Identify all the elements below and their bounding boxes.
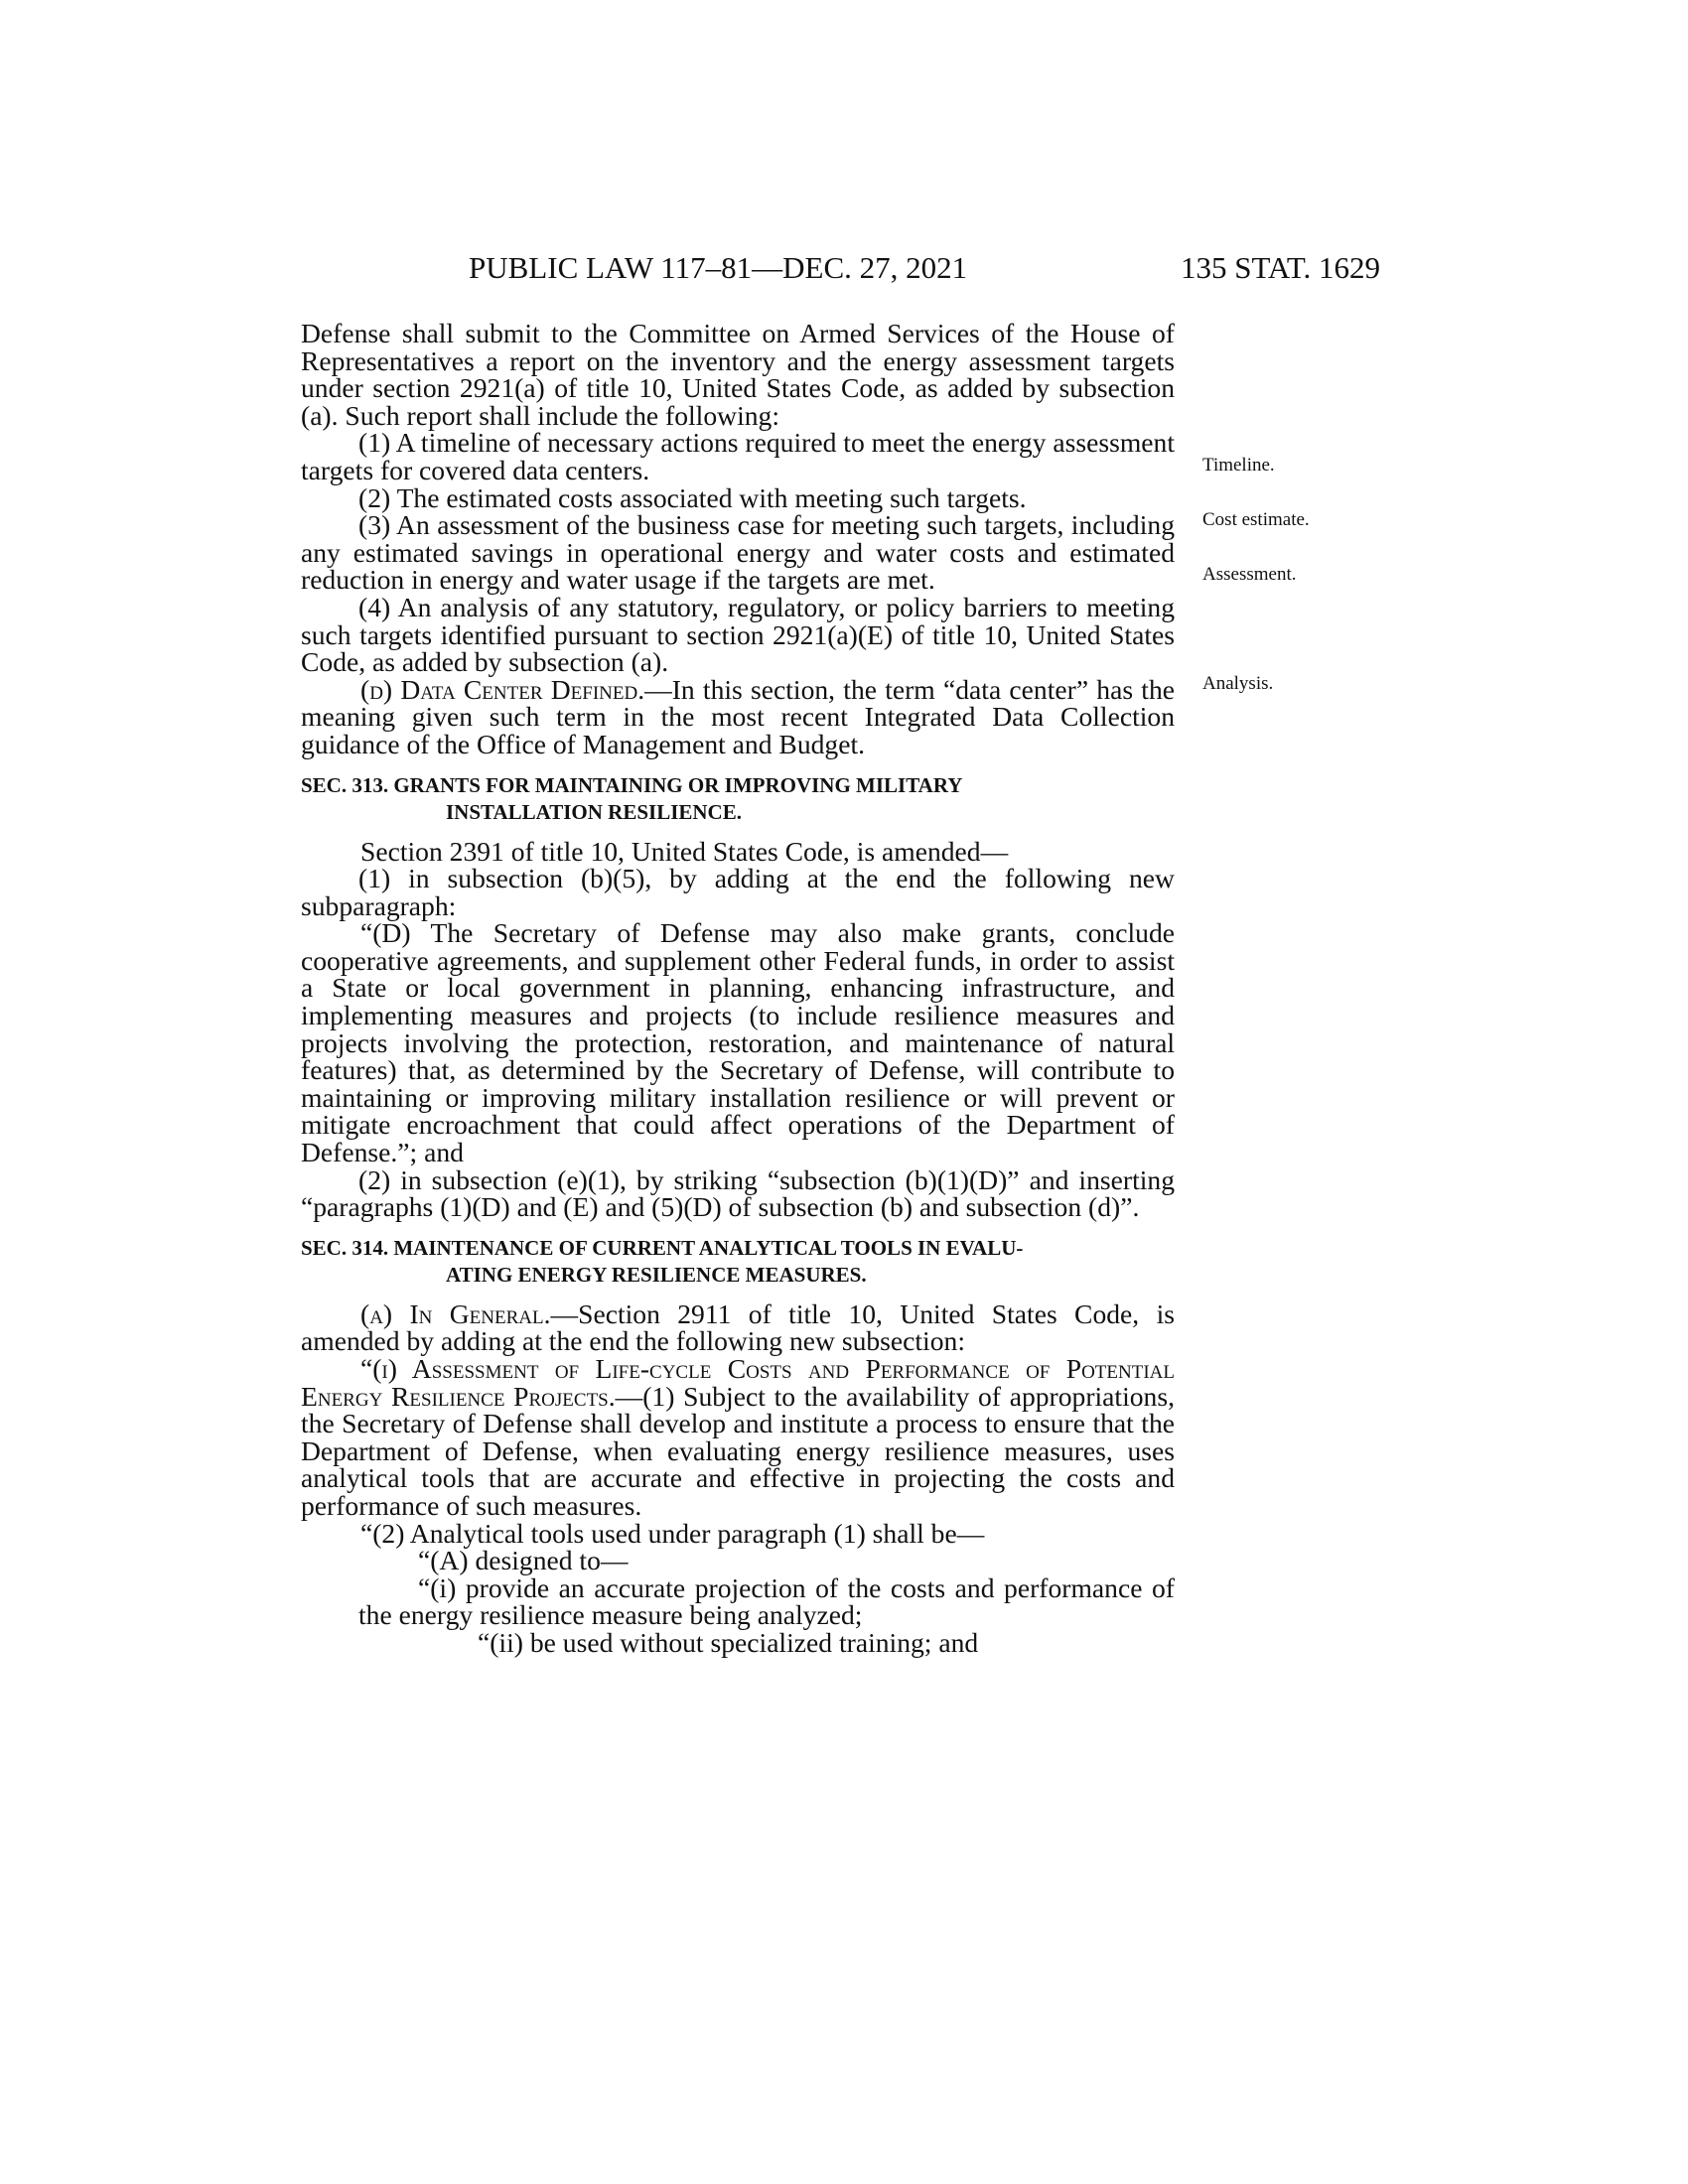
subsection-d-text: —In this section, the term “data center” has the meaning given such term in the most recent Integrated Data Collection guidance of the Office of Management and Budget. [301,673,1176,759]
item-2: (2) The estimated costs associated with meeting such targets. [358,481,1027,513]
section-313-subparagraph-d: “(D) The Secretary of Defense may also make grants, conclude cooperative agreements, and supplement other Federal funds, in order to assist a State or local government in planning, enhancing infrastructure, and implementing measures and projects (to include resilience measures and projects involving the protection, restoration, and maintenance of natural features) that, as determined by the Secretary of Defense, will contribute to maintaining or improving military installation resilience or will prevent or mitigate encroachment that could affect operations of the Department of Defense.”; and [301,917,1175,1168]
margin-note-analysis: Analysis. [1202,673,1274,694]
section-313-item-2: (2) in subsection (e)(1), by striking “subsection (b)(1)(D)” and inserting “paragraphs (1)(D) and (E) and (5)(D) of subsection (b) and subsection (d)”. [301,1163,1175,1223]
section-314-i-heading: “(i) Assessment of Life-cycle Costs and Performance of Potential Energy Resilience Projects. [301,1353,1175,1412]
intro-paragraph: Defense shall submit to the Committee on Armed Services of the House of Representatives a report on the inventory and the energy assessment targets under section 2921(a) of title 10, United States Code, as added by subsection (a). Such report shall include the following: [301,318,1175,431]
statute-page-number: 135 STAT. 1629 [1180,250,1380,285]
subsection-d [301,673,1176,759]
section-314-subsection-a [301,1297,1175,1357]
running-head: PUBLIC LAW 117–81—DEC. 27, 2021 [469,250,968,285]
section-314-clause-ii: “(ii) be used without specialized training; and [478,1626,979,1658]
section-314-a-text: —Section 2911 of title 10, United States Code, is amended by adding at the end the following new subsection: [301,1297,1175,1357]
subsection-d-heading: (d) Data Center Defined. [360,673,645,705]
section-314-i-text: —(1) Subject to the availability of appropriations, the Secretary of Defense shall develop and institute a process to ensure that the Department of Defense, when evaluating energy resilience measures, uses analytical tools that are accurate and effective in projecting the costs and performance of such measures. [301,1380,1175,1521]
section-314-a-heading: (a) In General. [360,1297,551,1329]
section-314-paragraph-2: “(2) Analytical tools used under paragraph (1) shall be— [360,1517,985,1549]
page-header [298,250,1380,290]
statute-body [301,320,1175,1657]
section-313-item-1: (1) in subsection (b)(5), by adding at the end the following new subparagraph: [301,863,1175,921]
item-1: (1) A timeline of necessary actions required to meet the energy assessment targets for covered data centers. [301,427,1175,485]
section-313-heading [301,772,1175,826]
item-4: (4) An analysis of any statutory, regulatory, or policy barriers to meeting such targets identified pursuant to section 2921(a)(E) of title 10, United States Code, as added by subsection (a). [301,591,1175,678]
section-314-subsection-i [301,1355,1175,1520]
margin-note-assessment: Assessment. [1202,564,1297,585]
item-3: (3) An assessment of the business case for meeting such targets, including any estimated savings in operational energy and water costs and estimated reduction in energy and water usage if the targets are met. [301,509,1175,596]
section-314-heading-line2: ATING ENERGY RESILIENCE MEASURES. [446,1262,867,1287]
section-314-heading [301,1235,1175,1289]
section-313-heading-line2: INSTALLATION RESILIENCE. [446,799,742,824]
margin-note-timeline: Timeline. [1202,455,1275,476]
section-313-intro: Section 2391 of title 10, United States Code, is amended— [360,835,1009,867]
margin-note-cost-estimate: Cost estimate. [1202,509,1310,530]
section-314-clause-i: “(i) provide an accurate projection of the costs and performance of the energy resilience measure being analyzed; [358,1571,1175,1631]
section-313-heading-line1: SEC. 313. GRANTS FOR MAINTAINING OR IMPROVING MILITARY [301,772,963,797]
section-314-heading-line1: SEC. 314. MAINTENANCE OF CURRENT ANALYTICAL TOOLS IN EVALU- [301,1235,1024,1260]
section-314-subparagraph-a: “(A) designed to— [418,1545,629,1576]
